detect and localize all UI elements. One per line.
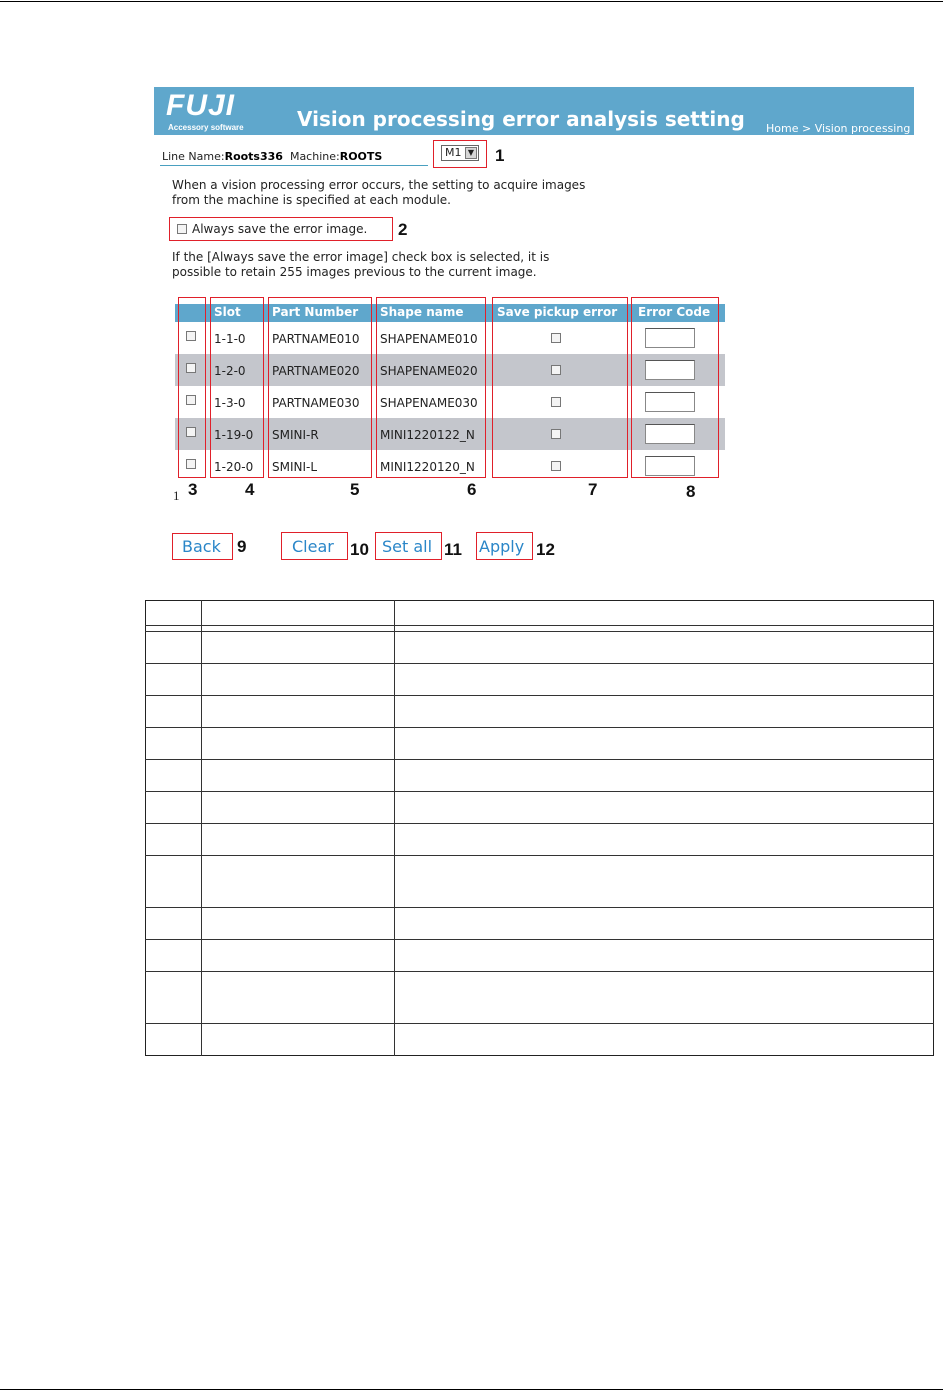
callout-1: 1 [495,146,505,165]
legend-table [145,600,934,1056]
part-number-cell: PARTNAME010 [272,332,360,346]
bottom-rule [0,1389,943,1390]
machine-label: Machine: [289,150,340,163]
part-number-cell: PARTNAME030 [272,396,360,410]
callout-box-10 [281,532,348,560]
line-name-value: Roots336 [224,150,283,163]
legend-row-divider [145,823,934,824]
description-line-1: When a vision processing error occurs, the setting to acquire images [172,178,586,192]
legend-row-divider [145,939,934,940]
page-number[interactable]: 1 [173,488,180,503]
slot-cell: 1-19-0 [214,428,254,442]
page-title: Vision processing error analysis setting [297,107,745,131]
always-save-label: Always save the error image. [192,222,368,236]
callout-box-7 [492,297,628,478]
line-info [162,150,382,163]
top-rule [0,1,943,2]
legend-row-divider [145,695,934,696]
callout-7: 7 [588,480,598,499]
legend-column-divider [201,600,202,1056]
callout-8: 8 [686,482,696,501]
shape-name-cell: MINI1220120_N [380,460,475,474]
note-line-2: possible to retain 255 images previous to the current image. [172,265,537,279]
fuji-logo: FUJI [166,89,236,122]
header-slot: Slot [214,305,241,319]
line-info-underline [160,165,428,166]
shape-name-cell: MINI1220122_N [380,428,475,442]
callout-box-5 [268,297,372,478]
chevron-down-icon[interactable]: ▼ [465,147,477,159]
callout-box-12 [476,532,533,560]
part-number-cell: SMINI-R [272,428,319,442]
callout-box-1 [433,140,487,168]
line-name-label: Line Name: [162,150,225,163]
description-line-2: from the machine is specified at each module. [172,193,451,207]
callout-box-4 [210,297,264,478]
callout-box-9 [172,533,233,560]
legend-row-divider [145,759,934,760]
callout-5: 5 [350,480,360,499]
apply-button[interactable]: Apply [479,537,525,556]
legend-row-divider [145,855,934,856]
header-banner [154,87,914,135]
legend-row-divider [145,631,934,632]
breadcrumb[interactable]: Home > Vision processing [766,122,911,135]
slot-cell: 1-20-0 [214,460,254,474]
legend-row-divider [145,791,934,792]
header-part-number: Part Number [272,305,359,319]
callout-2: 2 [398,220,408,239]
callout-box-3 [178,297,206,478]
logo-subtitle: Accessory software [168,123,244,132]
header-error-code: Error Code [638,305,711,319]
callout-11: 11 [444,540,462,559]
legend-row-divider [145,1023,934,1024]
callout-box-2 [169,217,393,241]
callout-box-6 [376,297,486,478]
header-save-pickup-error: Save pickup error [497,305,618,319]
back-button[interactable]: Back [182,537,221,556]
callout-4: 4 [245,480,255,499]
slot-cell: 1-3-0 [214,396,246,410]
shape-name-cell: SHAPENAME030 [380,396,478,410]
header-shape-name: Shape name [380,305,464,319]
module-select-value: M1 [445,146,462,159]
shape-name-cell: SHAPENAME010 [380,332,478,346]
shape-name-cell: SHAPENAME020 [380,364,478,378]
legend-row-divider [145,907,934,908]
callout-box-8 [631,297,719,478]
part-number-cell: SMINI-L [272,460,318,474]
set-all-button[interactable]: Set all [382,537,433,556]
callout-10: 10 [350,540,369,559]
part-number-cell: PARTNAME020 [272,364,360,378]
callout-6: 6 [467,480,477,499]
note-line-1: If the [Always save the error image] check box is selected, it is [172,250,550,264]
callout-12: 12 [536,540,555,559]
legend-row-divider [145,727,934,728]
callout-9: 9 [237,537,247,556]
callout-3: 3 [188,480,198,499]
clear-button[interactable]: Clear [292,537,334,556]
legend-row-divider [145,663,934,664]
machine-value: ROOTS [339,150,383,163]
legend-column-divider [394,600,395,1056]
callout-box-11 [375,532,442,560]
slot-cell: 1-1-0 [214,332,246,346]
legend-row-divider [145,971,934,972]
legend-row-divider [145,625,934,626]
slot-cell: 1-2-0 [214,364,246,378]
